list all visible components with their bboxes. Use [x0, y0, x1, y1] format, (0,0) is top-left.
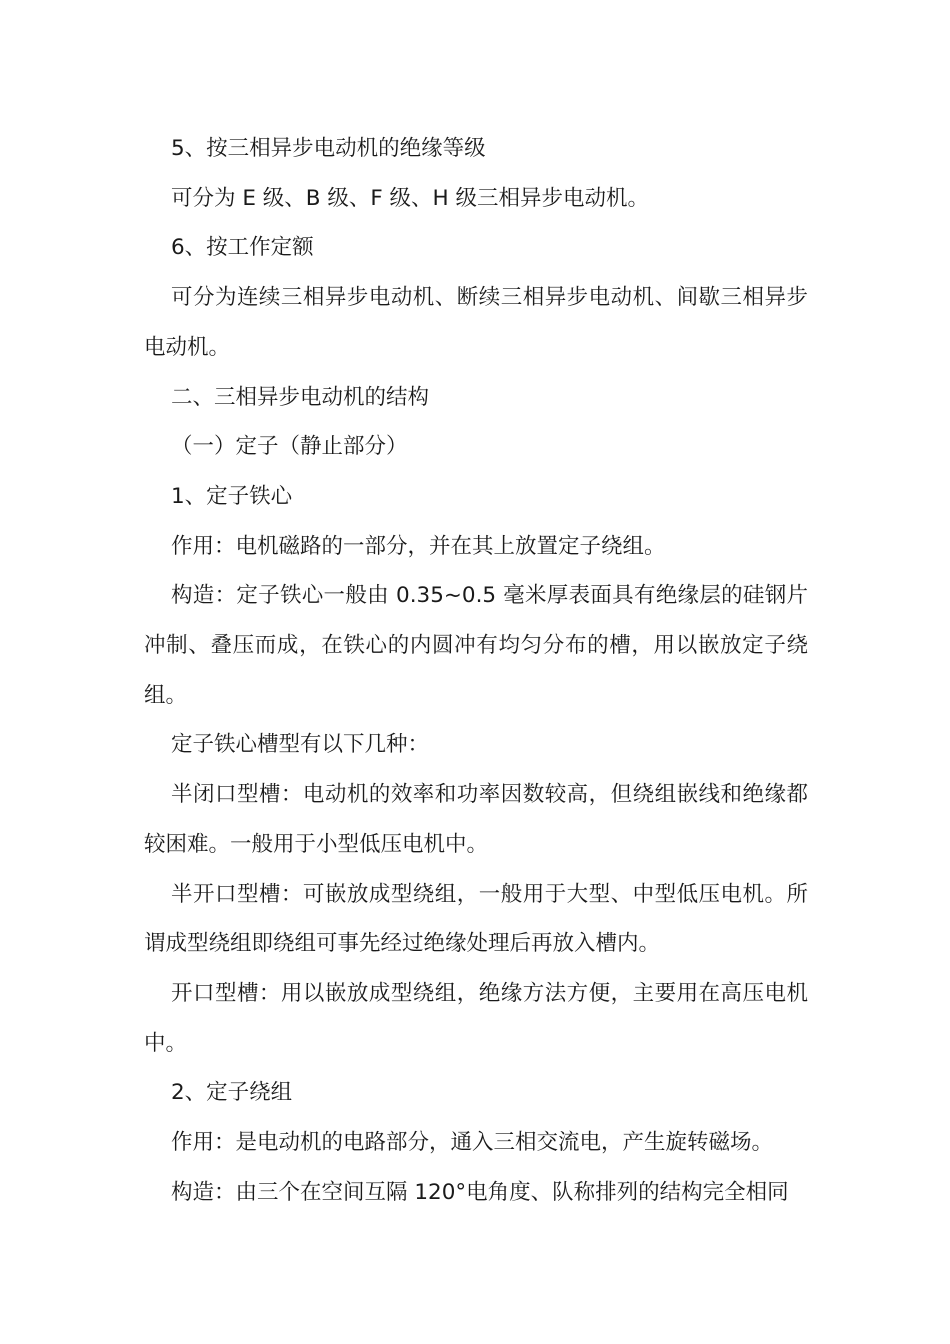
- paragraph-winding-construction: 构造：由三个在空间互隔 120°电角度、队称排列的结构完全相同: [171, 1179, 789, 1205]
- heading-stator-core: 1、定子铁心: [171, 483, 293, 509]
- heading-stator-winding: 2、定子绕组: [171, 1080, 293, 1106]
- paragraph-insulation-classes: 可分为 E 级、B 级、F 级、H 级三相异步电动机。: [171, 185, 650, 211]
- paragraph-open-slot: 开口型槽：用以嵌放成型绕组，绝缘方法方便，主要用在高压电机中。: [144, 980, 808, 1056]
- document-body: [144, 124, 808, 1217]
- paragraph-core-construction: 构造：定子铁心一般由 0.35~0.5 毫米厚表面具有绝缘层的硅钢片冲制、叠压而成，在铁心的内圆冲有均匀分布的槽，用以嵌放定子绕组。: [144, 583, 808, 708]
- heading-insulation-class: 5、按三相异步电动机的绝缘等级: [171, 136, 486, 161]
- paragraph-semi-closed-slot: 半闭口型槽：电动机的效率和功率因数较高，但绕组嵌线和绝缘都较困难。一般用于小型低压电机中。: [144, 782, 808, 857]
- subsection-heading-stator: （一）定子（静止部分）: [171, 434, 408, 460]
- paragraph-winding-function: 作用：是电动机的电路部分，通入三相交流电，产生旋转磁场。: [171, 1130, 774, 1156]
- paragraph-semi-open-slot: 半开口型槽：可嵌放成型绕组，一般用于大型、中型低压电机。所谓成型绕组即绕组可事先经过绝缘处理后再放入槽内。: [144, 881, 808, 957]
- paragraph-core-function: 作用：电机磁路的一部分，并在其上放置定子绕组。: [171, 533, 666, 559]
- paragraph-slot-types-intro: 定子铁心槽型有以下几种：: [171, 732, 430, 758]
- heading-duty-rating: 6、按工作定额: [171, 235, 314, 261]
- section-heading-structure: 二、三相异步电动机的结构: [171, 384, 430, 410]
- paragraph-duty-types: 可分为连续三相异步电动机、断续三相异步电动机、间歇三相异步电动机。: [144, 285, 808, 360]
